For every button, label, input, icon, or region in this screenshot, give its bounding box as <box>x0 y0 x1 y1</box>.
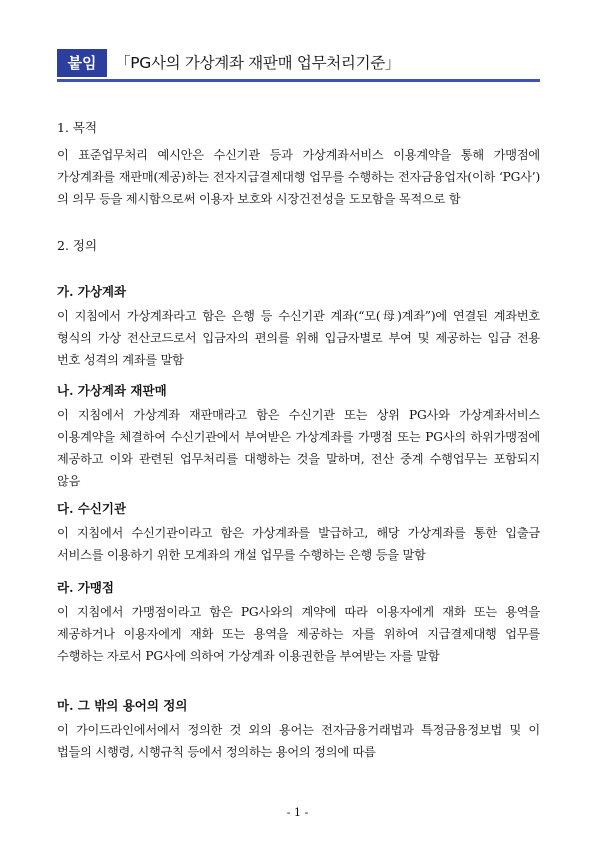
definition-text: 이 지침에서 가상계좌라고 함은 은행 등 수신기관 계좌(“모(母)계좌”)에 연결된 계좌번호 형식의 가상 전산코드로서 입금자의 편의를 위해 입금자별로 부여 및 제공하는 입금 전용 번호 성격의 계좌를 말함 <box>57 309 540 367</box>
definition-merchant <box>57 578 540 667</box>
section-heading-definitions: 2. 정의 <box>57 238 98 253</box>
definition-title: 가. 가상계좌 <box>57 284 127 299</box>
definition-title: 나. 가상계좌 재판매 <box>57 383 167 398</box>
section-heading-purpose: 1. 목적 <box>57 120 98 135</box>
definition-title: 라. 가맹점 <box>57 580 115 595</box>
definition-title: 다. 수신기관 <box>57 501 127 516</box>
definition-other-terms <box>57 696 540 763</box>
definition-text: 이 지침에서 가맹점이라고 함은 PG사와의 계약에 따라 이용자에게 재화 또는 용역을 제공하거나 이용자에게 재화 또는 용역을 제공하는 자를 위하여 지급결제대행 업무를 수행하는 자로서 PG사에 의하여 가상계좌 이용권한을 부여받는 자를 말함 <box>57 605 540 663</box>
document-header <box>57 49 540 79</box>
definition-text: 이 가이드라인에서에서 정의한 것 외의 용어는 전자금융거래법과 특정금융정보법 및 이 법들의 시행령, 시행규칙 등에서 정의하는 용어의 정의에 따름 <box>57 723 540 759</box>
definition-virtual-account <box>57 282 540 371</box>
attachment-badge: 붙임 <box>57 49 107 77</box>
document-title: 「PG사의 가상계좌 재판매 업무처리기준」 <box>115 54 401 72</box>
definition-receiving-institution <box>57 499 540 566</box>
header-underline <box>57 79 540 82</box>
purpose-paragraph: 이 표준업무처리 예시안은 수신기관 등과 가상계좌서비스 이용계약을 통해 가맹점에 가상계좌를 재판매(제공)하는 전자지급결제대행 업무를 수행하는 전자금융업자(이하 ‘PG사’)의 의무 등을 제시함으로써 이용자 보호와 시장건전성을 도모함을 목적으로 함 <box>57 148 540 206</box>
definition-resale <box>57 381 540 492</box>
page-number: - 1 - <box>286 806 309 819</box>
definition-text: 이 지침에서 가상계좌 재판매라고 함은 수신기관 또는 상위 PG사와 가상계좌서비스 이용계약을 체결하여 수신기관에서 부여받은 가상계좌를 가맹점 또는 PG사의 하위가맹점에 제공하고 이와 관련된 업무처리를 대행하는 것을 말하며, 전산 중계 수행업무는 포함되지 않음 <box>57 408 540 488</box>
definition-text: 이 지침에서 수신기관이라고 함은 가상계좌를 발급하고, 해당 가상계좌를 통한 입출금 서비스를 이용하기 위한 모계좌의 개설 업무를 수행하는 은행 등을 말함 <box>57 526 540 562</box>
definition-title: 마. 그 밖의 용어의 정의 <box>57 698 188 713</box>
